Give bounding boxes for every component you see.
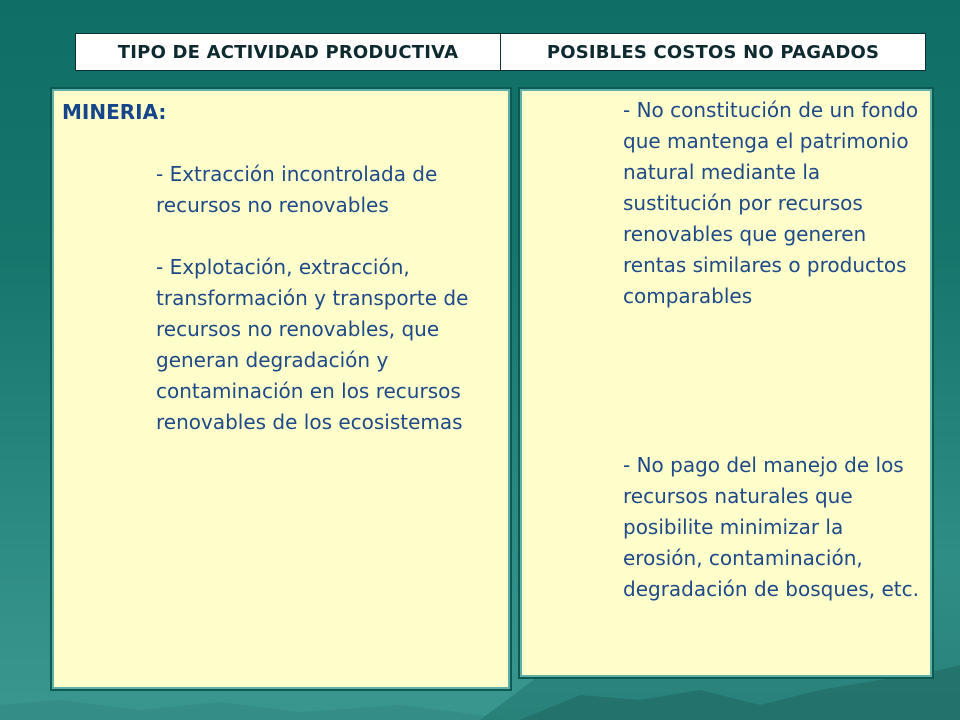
header-unpaid-costs: POSIBLES COSTOS NO PAGADOS xyxy=(500,34,925,70)
activity-item: - Explotación, extracción, transformación y transporte de recursos no renovables, que generan degradación y contaminación en los recursos renovables de los ecosistemas xyxy=(156,255,469,434)
header-table xyxy=(75,33,926,71)
cost-item: - No pago del manejo de los recursos naturales que posibilite minimizar la erosión, contaminación, degradación de bosques, etc. xyxy=(623,453,919,601)
activity-panel xyxy=(50,87,512,691)
cost-item: - No constitución de un fondo que mantenga el patrimonio natural mediante la sustitución por recursos renovables que generen rentas similares o productos comparables xyxy=(623,98,919,308)
activity-item: - Extracción incontrolada de recursos no renovables xyxy=(156,162,438,217)
costs-panel xyxy=(518,87,934,679)
header-activity-type: TIPO DE ACTIVIDAD PRODUCTIVA xyxy=(117,41,459,63)
mountain-shape xyxy=(0,700,520,720)
panel-title-mineria: MINERIA: xyxy=(62,100,167,124)
